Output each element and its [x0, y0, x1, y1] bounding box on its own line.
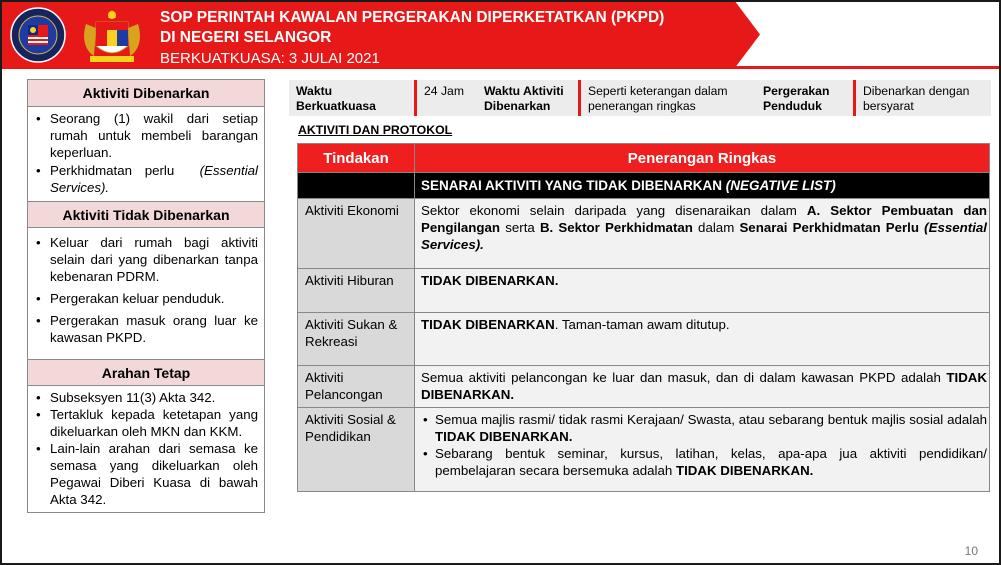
- movement-label: Pergerakan Penduduk: [763, 84, 830, 113]
- activity-table: [297, 143, 990, 492]
- standing-orders-heading: Arahan Tetap: [28, 359, 264, 386]
- list-item-italic: (Essential Services).: [50, 163, 258, 195]
- list-item: • Subseksyen 11(3) Akta 342.: [34, 389, 258, 406]
- title-line-2: DI NEGERI SELANGOR: [160, 29, 332, 46]
- row-category: Aktiviti Ekonomi: [298, 199, 415, 269]
- section-title: AKTIVITI DAN PROTOKOL: [298, 123, 453, 137]
- standing-orders-list: [28, 386, 264, 512]
- not-allowed-activities-list: [28, 228, 264, 359]
- nsc-logo: [6, 6, 70, 64]
- row-description: [415, 366, 990, 408]
- column-header: Tindakan: [298, 144, 415, 173]
- page-number: 10: [964, 544, 978, 558]
- allowed-time-label: Waktu Aktiviti Dibenarkan: [484, 84, 564, 113]
- desc-bold: TIDAK DIBENARKAN: [421, 317, 555, 332]
- desc-bold-italic: (Essential Services).: [421, 220, 987, 252]
- allowed-activities-heading: Aktiviti Dibenarkan: [28, 80, 264, 107]
- allowed-time-value: Seperti keterangan dalam penerangan ringkas: [578, 80, 756, 116]
- desc-text: Semua aktiviti pelancongan ke luar dan masuk, dan di dalam kawasan PKPD adalah: [421, 370, 947, 385]
- header-rule: [2, 66, 999, 69]
- desc-text: . Taman-taman awam ditutup.: [554, 317, 730, 332]
- page-title: [160, 8, 664, 48]
- row-category: Aktiviti Hiburan: [298, 269, 415, 313]
- list-item-text: Perkhidmatan perlu: [50, 163, 175, 178]
- list-item: [421, 411, 987, 445]
- list-item: • Lain-lain arahan dari semasa ke semasa yang dikeluarkan oleh Pegawai Diberi Kuasa di bawah Akta 342.: [34, 440, 258, 508]
- desc-bold: TIDAK DIBENARKAN.: [421, 370, 987, 402]
- table-row: [298, 408, 990, 492]
- row-category: Aktiviti Pelancongan: [298, 366, 415, 408]
- list-item: • Pergerakan keluar penduduk.: [34, 290, 258, 307]
- desc-text: Semua majlis rasmi/ tidak rasmi Kerajaan/ Swasta, atau sebarang bentuk majlis sosial adalah: [435, 412, 987, 427]
- list-item: [421, 445, 987, 479]
- list-item: • Keluar dari rumah bagi aktiviti selain dari yang dibenarkan tanpa kebenaran PDRM.: [34, 234, 258, 285]
- coat-of-arms-logo: [76, 6, 148, 64]
- row-description: [415, 408, 990, 492]
- table-row: [298, 199, 990, 269]
- info-bar: [289, 80, 991, 116]
- desc-bold: B. Sektor Perkhidmatan: [539, 220, 693, 235]
- row-category: Aktiviti Sukan & Rekreasi: [298, 313, 415, 366]
- list-item: [34, 162, 258, 196]
- desc-text: Sebarang bentuk seminar, kursus, latihan, kelas, apa-apa jua aktiviti pendidikan/ pembelajaran secara bersemuka adalah: [435, 446, 987, 478]
- negative-list-italic: (NEGATIVE LIST): [725, 178, 836, 193]
- negative-list-spacer: [298, 173, 415, 199]
- negative-list-heading: [415, 173, 990, 199]
- table-row: [298, 269, 990, 313]
- desc-text: Sektor ekonomi selain daripada yang disenaraikan dalam: [421, 203, 807, 218]
- list-item-text: Seorang (1) wakil dari setiap rumah untuk membeli barangan keperluan.: [50, 111, 258, 160]
- effective-date: BERKUATKUASA: 3 JULAI 2021: [160, 50, 380, 67]
- desc-bold: Senarai Perkhidmatan Perlu: [739, 220, 919, 235]
- desc-bold: TIDAK DIBENARKAN.: [421, 273, 559, 288]
- desc-text: dalam: [692, 220, 740, 235]
- row-category: Aktiviti Sosial & Pendidikan: [298, 408, 415, 492]
- allowed-activities-list: [28, 107, 264, 201]
- desc-bold: TIDAK DIBENARKAN.: [675, 463, 814, 478]
- negative-list-text: SENARAI AKTIVITI YANG TIDAK DIBENARKAN: [421, 178, 726, 193]
- list-item: • Tertakluk kepada ketetapan yang dikeluarkan oleh MKN dan KKM.: [34, 406, 258, 440]
- table-row: [298, 313, 990, 366]
- row-description: [415, 313, 990, 366]
- left-panel: [27, 79, 265, 513]
- row-description: [415, 269, 990, 313]
- desc-bold: TIDAK DIBENARKAN.: [435, 429, 573, 444]
- movement-value: Dibenarkan dengan bersyarat: [853, 80, 991, 116]
- desc-bold: A. Sektor Pembuatan dan Pengilangan: [421, 203, 987, 235]
- effective-time-label: Waktu Berkuatkuasa: [296, 84, 376, 113]
- row-description: [415, 199, 990, 269]
- list-item: • Pergerakan masuk orang luar ke kawasan PKPD.: [34, 312, 258, 346]
- desc-text: serta: [500, 220, 540, 235]
- table-row: [298, 366, 990, 408]
- social-list: [421, 411, 987, 479]
- title-line-1: SOP PERINTAH KAWALAN PERGERAKAN DIPERKETATKAN (PKPD): [160, 9, 665, 26]
- list-item: [34, 110, 258, 161]
- not-allowed-activities-heading: Aktiviti Tidak Dibenarkan: [28, 201, 264, 228]
- column-header: Penerangan Ringkas: [415, 144, 990, 173]
- effective-time-value: 24 Jam: [414, 80, 477, 116]
